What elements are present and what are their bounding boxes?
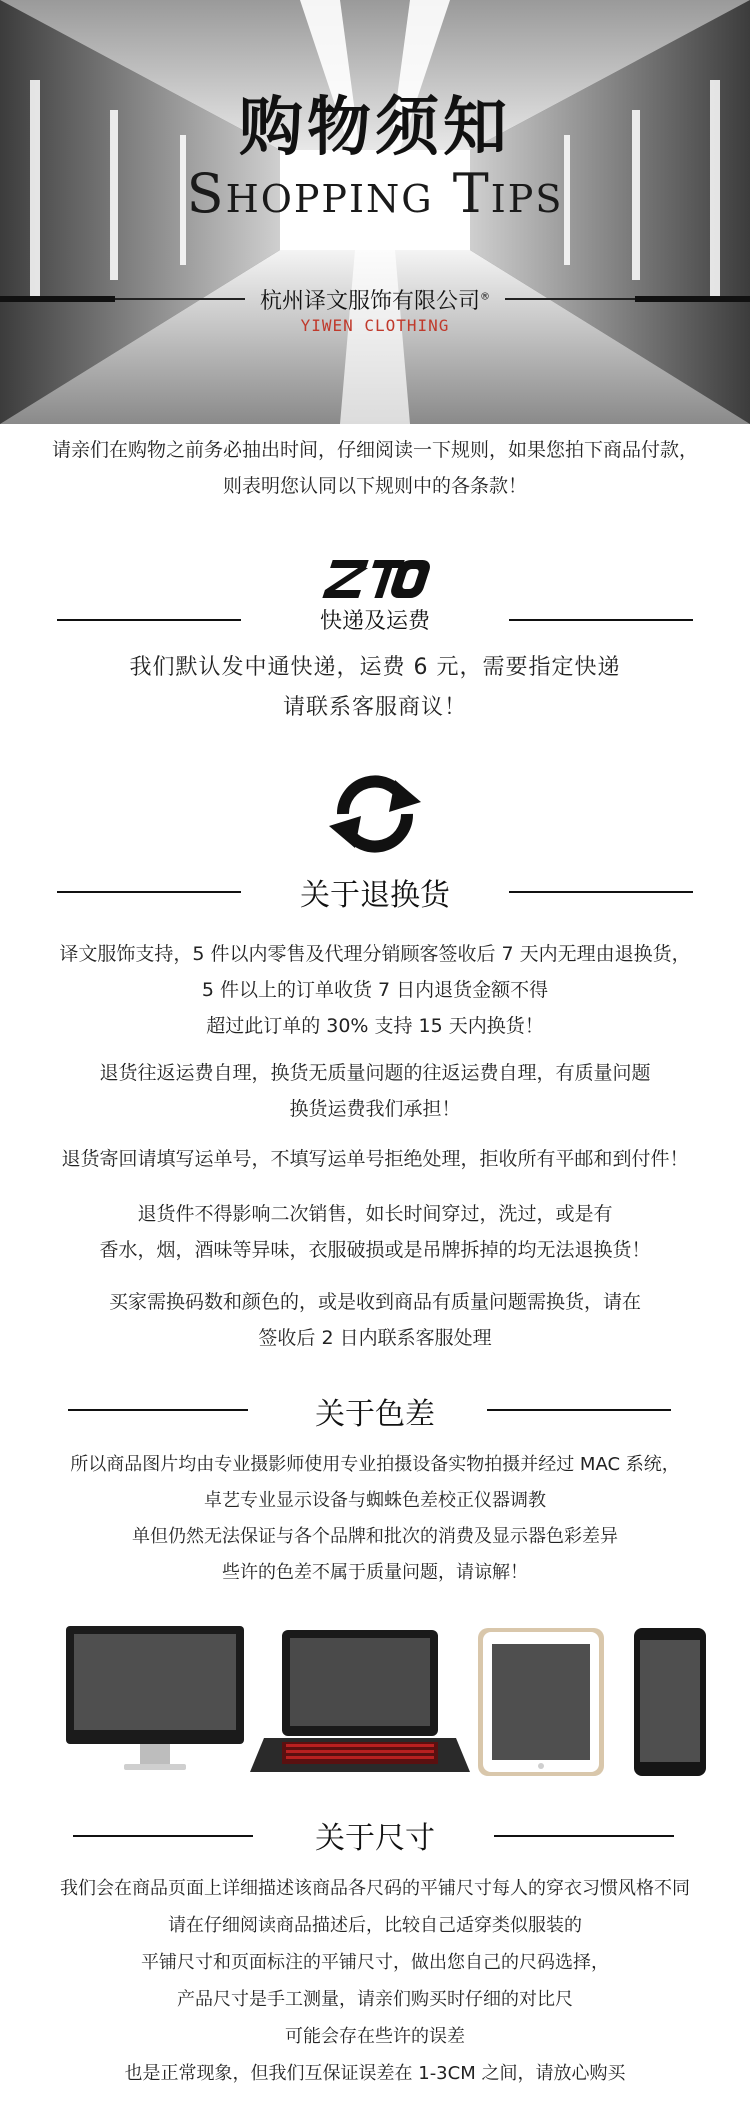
shipping-title: 快递及运费 [319, 609, 430, 634]
size-line: 请在仔细阅读商品描述后，比较自己适穿类似服装的 [168, 1915, 582, 1936]
size-line: 平铺尺寸和页面标注的平铺尺寸，做出您自己的尺码选择， [141, 1952, 609, 1973]
company-name [0, 284, 750, 315]
smartphone-icon [634, 1628, 706, 1776]
returns-line: 退货往返运费自理，换货无质量问题的往返运费自理，有质量问题 [99, 1062, 651, 1084]
laptop-icon [250, 1630, 470, 1772]
shipping-line: 请联系客服商议！ [282, 695, 467, 720]
returns-line: 译文服饰支持，5 件以内零售及代理分销顾客签收后 7 天内无理由退换货， [59, 943, 691, 965]
registered-mark: ® [480, 291, 490, 303]
size-text [0, 1870, 750, 2092]
returns-block-4 [0, 1196, 750, 1268]
color-line: 些许的色差不属于质量问题，请谅解！ [222, 1562, 528, 1583]
company-name-en: YIWEN CLOTHING [300, 316, 450, 335]
color-title: 关于色差 [315, 1397, 435, 1432]
size-title: 关于尺寸 [315, 1821, 435, 1856]
returns-line: 退货寄回请填写运单号，不填写运单号拒绝处理，拒收所有平邮和到付件！ [61, 1148, 689, 1170]
color-line: 卓艺专业显示设备与蜘蛛色差校正仪器调教 [204, 1490, 546, 1511]
returns-line: 买家需换码数和颜色的，或是收到商品有质量问题需换货，请在 [108, 1291, 641, 1313]
zto-logo-icon [316, 556, 434, 602]
intro-line: 请亲们在购物之前务必抽出时间，仔细阅读一下规则，如果您拍下商品付款， [51, 439, 698, 461]
returns-block-3 [0, 1141, 750, 1177]
returns-line: 香水，烟，酒味等异味，衣服破损或是吊牌拆掉的均无法退换货！ [99, 1239, 651, 1261]
hero-subtitle: Shopping Tips [186, 162, 564, 225]
size-line: 产品尺寸是手工测量，请亲们购买时仔细的对比尺 [177, 1989, 573, 2010]
color-line: 单但仍然无法保证与各个品牌和批次的消费及显示器色彩差异 [132, 1526, 618, 1547]
hero-banner [0, 0, 750, 424]
refresh-arrows-icon [325, 774, 425, 854]
intro-text [0, 432, 750, 504]
returns-line: 5 件以上的订单收货 7 日内退货金额不得 [201, 979, 549, 1001]
shipping-line: 我们默认发中通快递，运费 6 元，需要指定快递 [129, 655, 621, 680]
desktop-monitor-icon [66, 1626, 244, 1770]
intro-line: 则表明您认同以下规则中的各条款！ [222, 475, 527, 497]
color-text [0, 1447, 750, 1591]
size-line: 也是正常现象，但我们互保证误差在 1-3CM 之间，请放心购买 [124, 2063, 626, 2084]
returns-block-2 [0, 1055, 750, 1127]
shipping-text [0, 648, 750, 728]
returns-line: 换货运费我们承担！ [289, 1098, 461, 1120]
returns-line: 签收后 2 日内联系客服处理 [258, 1327, 492, 1349]
size-line: 我们会在商品页面上详细描述该商品各尺码的平铺尺寸每人的穿衣习惯风格不同 [60, 1878, 690, 1899]
size-line: 可能会存在些许的误差 [285, 2026, 465, 2047]
company-name-text: 杭州译文服饰有限公司 [259, 289, 480, 314]
tablet-icon [478, 1628, 604, 1776]
devices-illustration [60, 1626, 710, 1778]
returns-block-5 [0, 1284, 750, 1356]
returns-line: 超过此订单的 30% 支持 15 天内换货！ [206, 1015, 544, 1037]
returns-block-1 [0, 936, 750, 1044]
returns-line: 退货件不得影响二次销售，如长时间穿过，洗过，或是有 [137, 1203, 613, 1225]
returns-title: 关于退换货 [300, 878, 450, 913]
color-line: 所以商品图片均由专业摄影师使用专业拍摄设备实物拍摄并经过 MAC 系统， [70, 1454, 680, 1475]
hero-title: 购物须知 [239, 91, 511, 165]
